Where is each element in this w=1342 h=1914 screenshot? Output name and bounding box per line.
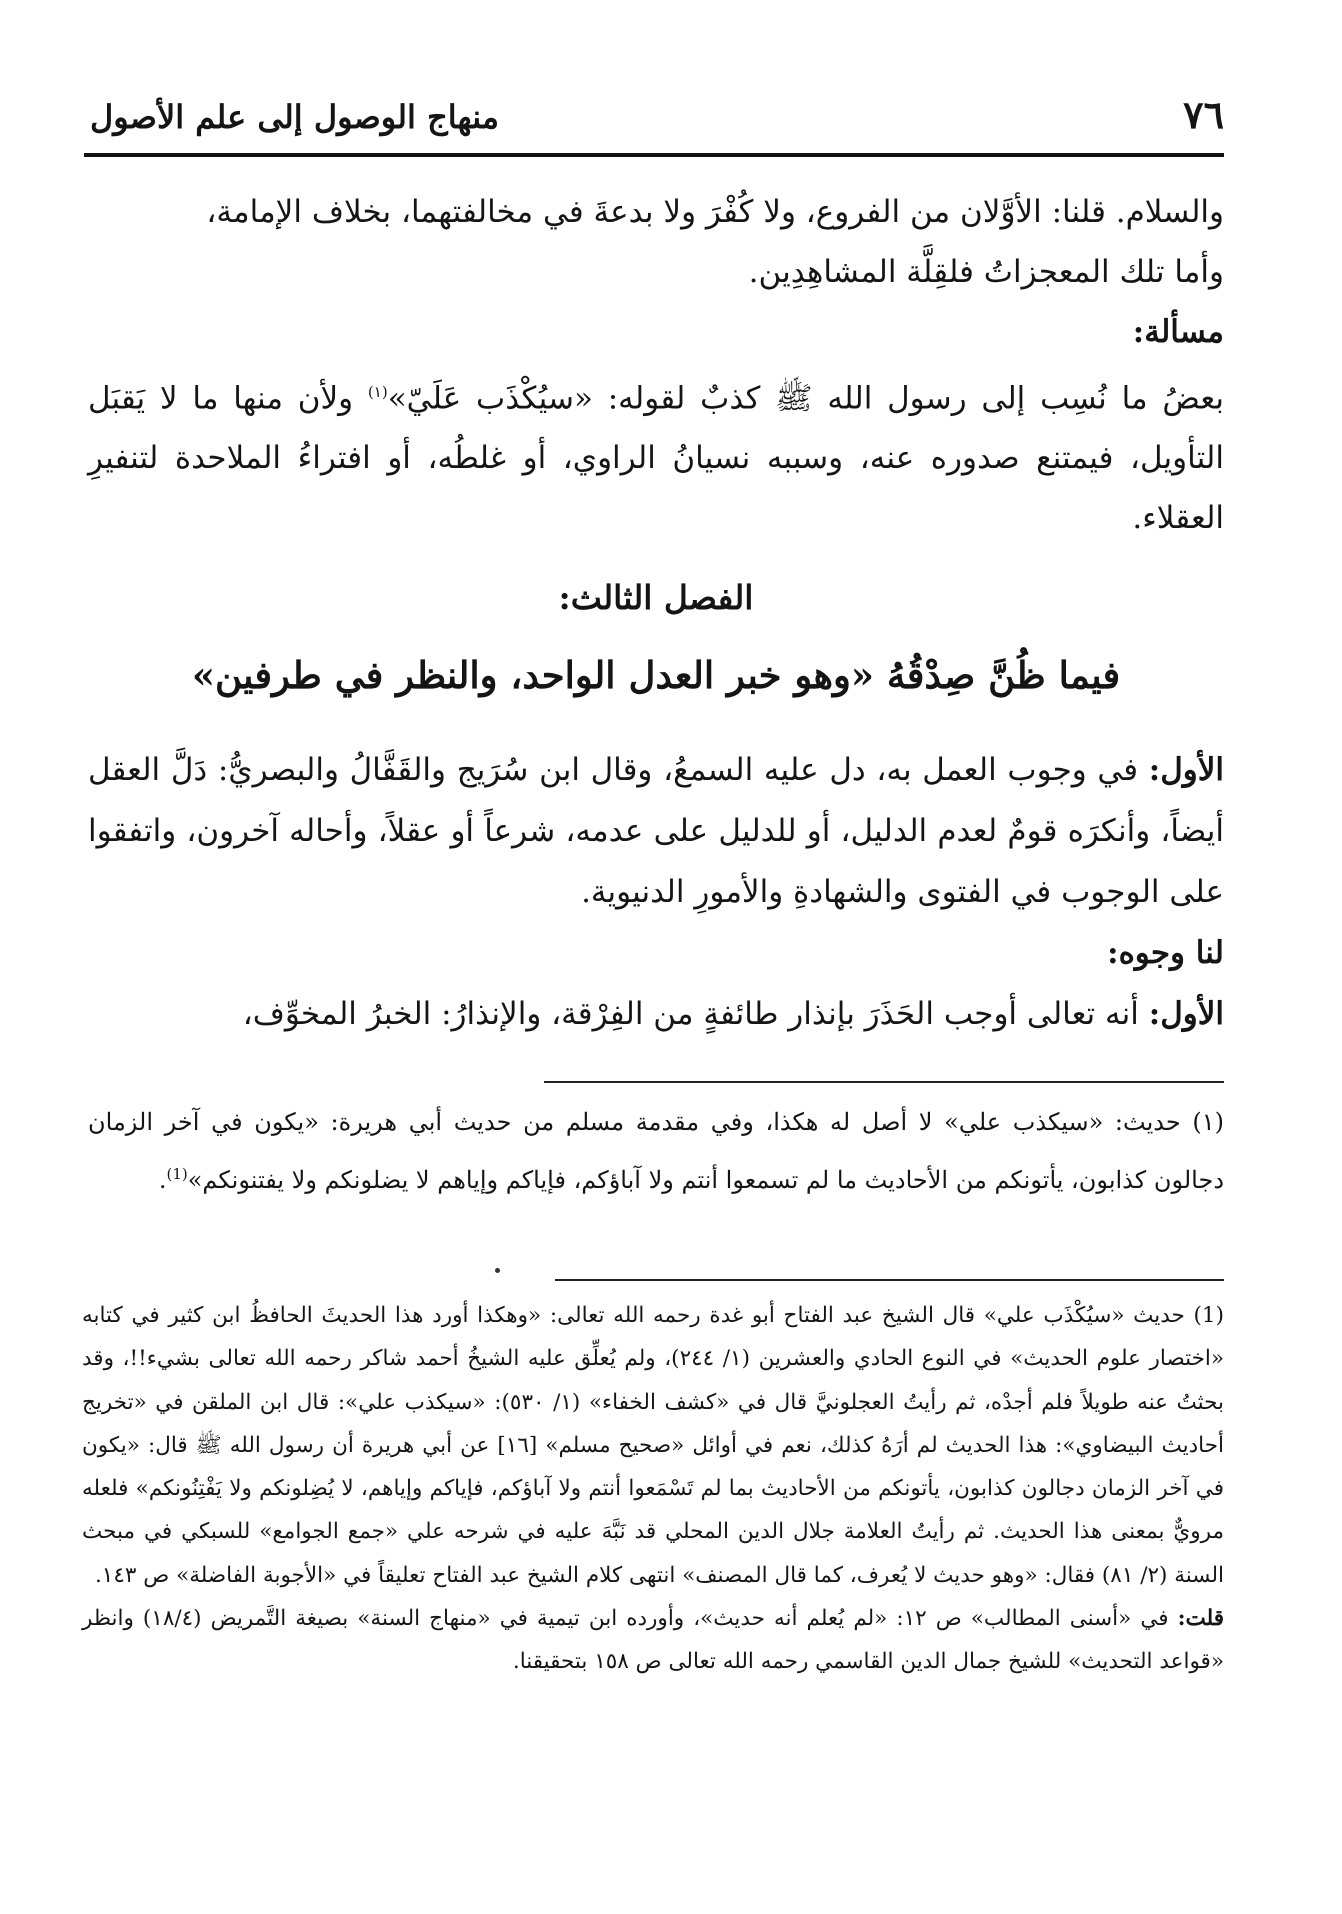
paragraph-lead: بعضُ ما نُسِب إلى رسول الله ﷺ كذبٌ لقوله: «سيُكْذَب عَلَيّ» <box>387 380 1224 417</box>
chapter-title: الفصل الثالث: <box>558 578 754 617</box>
header-rule <box>84 153 1224 157</box>
footnote-ref: (1) <box>166 1165 188 1183</box>
footnote-ref: (١) <box>367 383 388 401</box>
text-line: وأما تلك المعجزاتُ فلقِلَّة المشاهِدِين. <box>748 254 1224 290</box>
page-header <box>90 92 1224 152</box>
paragraph-text: في وجوب العمل به، دل عليه السمعُ، وقال ابن سُرَيج والقَفَّالُ والبصريُّ: دَلَّ العقل أيضاً، وأنكرَه قومٌ لعدم الدليل، أو للدليل على عدمه، شرعاً أو عقلاً، وأحاله آخرون، واتفقوا على الوجوب في الفتوى والشهادةِ والأمورِ الدنيوية. <box>88 752 1224 910</box>
footnote-1 <box>88 1096 1224 1206</box>
footnote-rule <box>544 1081 1224 1083</box>
footnote-2 <box>82 1294 1224 1684</box>
main-text <box>88 182 1224 548</box>
qult-text: في «أسنى المطالب» ص ١٢: «لم يُعلم أنه حديث»، وأورده ابن تيمية في «منهاج السنة» بصيغة التَّمريض (١٨/٤) وانظر «قواعد التحديث» للشيخ جمال الدين القاسمي رحمه الله تعالى ص ١٥٨ بتحقيقنا. <box>82 1606 1224 1675</box>
running-title: منهاج الوصول إلى علم الأصول <box>90 98 500 136</box>
paragraph-lead: الأول: <box>1148 752 1224 788</box>
main-text-2 <box>88 740 1224 1045</box>
text-line: والسلام. قلنا: الأوَّلان من الفروع، ولا كُفْرَ ولا بدعةَ في مخالفتهما، بخلاف الإمامة، <box>206 194 1224 230</box>
section-label: مسألة: <box>1132 314 1224 350</box>
paragraph-lead: الأول: <box>1148 996 1224 1032</box>
footnote-text: (1) حديث «سيُكْذَب علي» قال الشيخ عبد الفتاح أبو غدة رحمه الله تعالى: «وهكذا أورد هذا الحديثَ الحافظُ ابن كثير في كتابه «اختصار علوم الحديث» في النوع الحادي والعشرين (١/ ٢٤٤)، ولم يُعلِّق عليه الشيخُ أحمد شاكر رحمه الله تعالى بشيء!!، وقد بحثتُ عنه طويلاً فلم أجدْه، ثم رأيتُ العجلونيَّ قال في «كشف الخفاء» (١/ ٥٣٠): «سيكذب علي»: قال ابن الملقن في «تخريج أحاديث البيضاوي»: هذا الحديث لم أرَهُ كذلك، نعم في أوائل «صحيح مسلم» [١٦] عن أبي هريرة أن رسول الله ﷺ قال: «يكون في آخر الزمان دجالون كذابون، يأتونكم من الأحاديث بما لم تَسْمَعوا أنتم ولا آباؤكم، فإياكم وإياهم، لا يُضِلونكم ولا يَفْتِنُونكم» فلعله مرويٌّ بمعنى هذا الحديث. ثم رأيتُ العلامة جلال الدين المحلي قد نَبَّهَ عليه في شرحه علي «جمع الجوامع» للسبكي في مبحث السنة (٢/ ٨١) فقال: «وهو حديث لا يُعرف، كما قال المصنف» انتهى كلام الشيخ عبد الفتاح تعليقاً في «الأجوبة الفاضلة» ص ١٤٣. <box>82 1303 1225 1588</box>
qult-lead: قلت: <box>1177 1606 1225 1632</box>
footnote-end: . <box>158 1166 167 1194</box>
paragraph <box>88 740 1224 923</box>
paragraph <box>88 984 1224 1045</box>
page-number: ٧٦ <box>1183 92 1224 137</box>
paragraph-rest: ولأن منها ما لا يَقبَل التأويل، فيمتنع صدوره عنه، وسببه نسيانُ الراوي، أو غلطُه، أو افتراءُ الملاحدة لتنفيرِ العقلاء. <box>88 380 1224 537</box>
paragraph <box>88 362 1224 548</box>
footnote-rule-2 <box>555 1279 1224 1281</box>
chapter-subtitle: فيما ظُنَّ صِدْقُهُ «وهو خبر العدل الواحد، والنظر في طرفين» <box>191 653 1121 697</box>
paragraph-text: أنه تعالى أوجب الحَذَرَ بإنذار طائفةٍ من الفِرْقة، والإنذارُ: الخبرُ المخوِّف، <box>242 996 1149 1032</box>
section-label: لنا وجوه: <box>1107 935 1224 971</box>
footnote-text: (١) حديث: «سيكذب علي» لا أصل له هكذا، وفي مقدمة مسلم من حديث أبي هريرة: «يكون في آخر الزمان دجالون كذابون، يأتونكم من الأحاديث ما لم تسمعوا أنتم ولا آباؤكم، فإياكم وإياهم لا يضلونكم ولا يفتنونكم» <box>88 1108 1224 1194</box>
qult-paragraph <box>82 1597 1224 1684</box>
stray-dot <box>495 1268 500 1273</box>
